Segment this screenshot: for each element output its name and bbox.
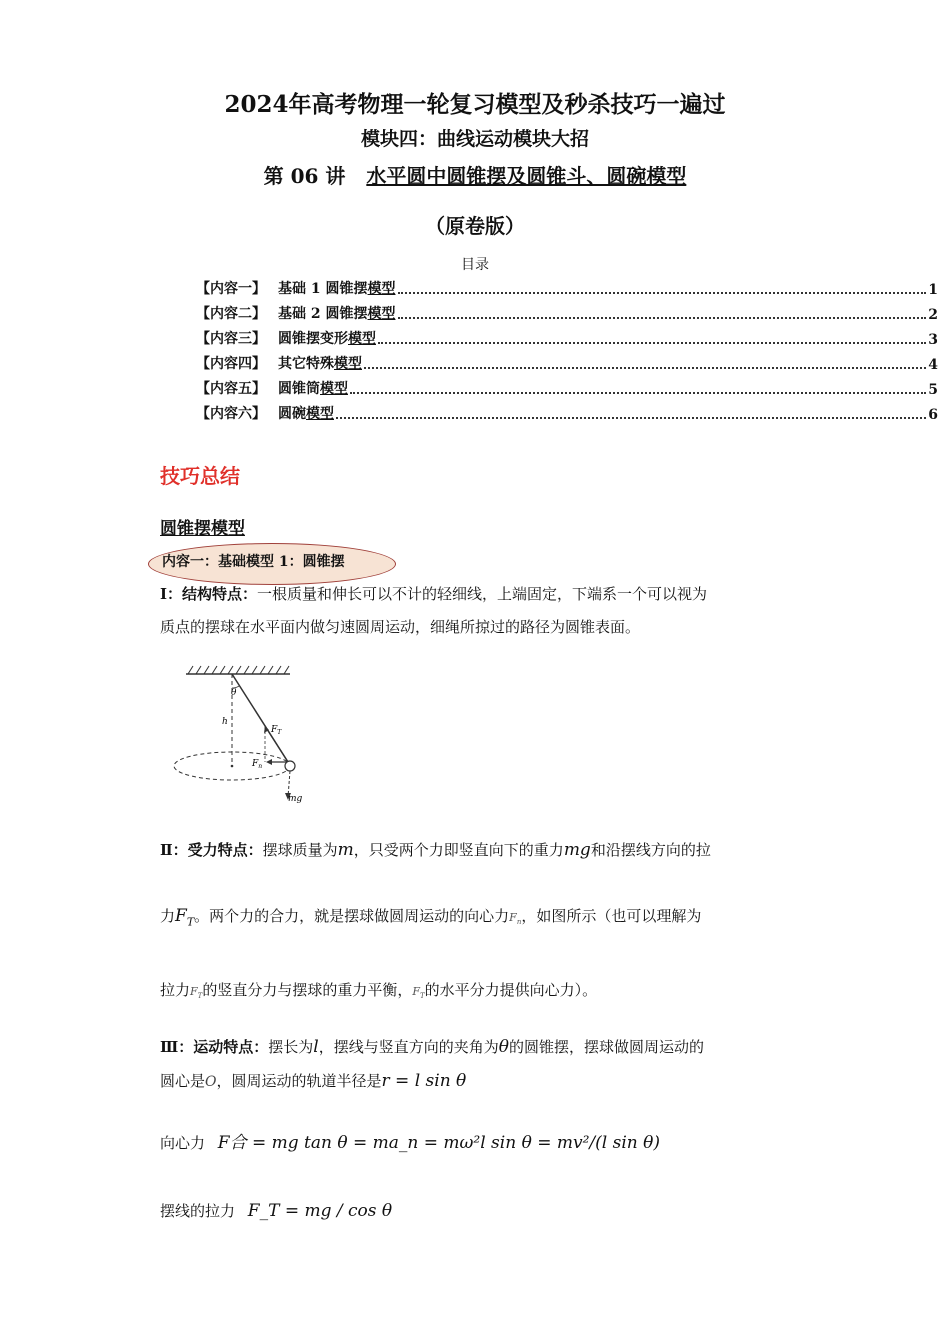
tension-label: $F_T$ <box>271 725 282 736</box>
toc-item-tag: 【内容六】 <box>196 406 266 422</box>
motion-text-2: ，摆线与竖直方向的夹角为 <box>318 1038 499 1056</box>
toc-item[interactable] <box>196 376 938 398</box>
structure-line-2 <box>160 611 792 644</box>
force-paragraph-line-1 <box>160 832 792 868</box>
centripetal-arrowhead <box>266 759 272 765</box>
gravity-symbol: mg <box>563 840 591 860</box>
toc-item[interactable] <box>196 301 938 323</box>
toc-item-page: 5 <box>928 382 938 398</box>
toc-leader-dots <box>398 292 927 294</box>
force-text-1: 摆球质量为 <box>262 841 338 859</box>
toc-title: 目录 <box>461 257 489 273</box>
tension-symbol: $F_T$ <box>175 906 195 929</box>
toc-item-label: 圆锥筒模型 <box>278 381 348 397</box>
force-label: Ⅱ：受力特点： <box>160 841 263 859</box>
motion-line-1 <box>160 1030 792 1064</box>
structure-line-1 <box>160 578 792 611</box>
toc-item-label: 基础 1 圆锥摆模型 <box>278 281 396 297</box>
centripetal-label: $F_n$ <box>252 759 263 770</box>
force-paragraph-line-2 <box>160 898 792 940</box>
force-text-2: ，只受两个力即竖直向下的重力 <box>353 841 564 859</box>
force-text-3: 和沿摆线方向的拉 <box>590 841 711 859</box>
toc-item-label: 基础 2 圆锥摆模型 <box>278 306 396 322</box>
conical-pendulum-diagram <box>168 662 318 812</box>
height-label: h <box>222 717 228 727</box>
force-text-4: 力 <box>160 907 176 925</box>
toc-item-tag: 【内容二】 <box>196 306 266 322</box>
motion-label: Ⅲ：运动特点： <box>160 1038 269 1056</box>
toc-item[interactable] <box>196 401 938 423</box>
force-paragraph-line-3 <box>160 972 792 1014</box>
centripetal-formula: F合 = mg tan θ = ma_n = mω²l sin θ = mv²/(l sin θ) <box>217 1133 660 1153</box>
angle-symbol: θ <box>498 1037 509 1057</box>
toc-leader-dots <box>398 317 927 319</box>
toc-leader-dots <box>350 392 926 394</box>
toc-item-tag: 【内容三】 <box>196 331 266 347</box>
toc-item-page: 1 <box>928 282 938 298</box>
structure-text-2: 质点的摆球在水平面内做匀速圆周运动，细绳所掠过的路径为圆锥表面。 <box>160 618 641 636</box>
highlight-text: 内容一：基础模型 1：圆锥摆 <box>162 554 345 570</box>
structure-label: Ⅰ：结构特点： <box>160 585 258 603</box>
toc-item[interactable] <box>196 276 938 298</box>
toc-item-page: 3 <box>928 332 938 348</box>
gravity-label: mg <box>288 794 303 804</box>
toc-item-tag: 【内容五】 <box>196 381 266 397</box>
tension-formula-label: 摆线的拉力 <box>160 1202 236 1220</box>
force-text-5: 。两个力的合力，就是摆球做圆周运动的向心力 <box>194 907 510 925</box>
version-label: （原卷版） <box>425 214 525 238</box>
document-title: 2024年高考物理一轮复习模型及秒杀技巧一遍过 <box>224 91 726 118</box>
circle-center <box>231 765 234 768</box>
structure-paragraph <box>160 578 792 644</box>
motion-text-3: 的圆锥摆，摆球做圆周运动的 <box>509 1038 705 1056</box>
toc-item-page: 6 <box>928 407 938 423</box>
centripetal-symbol: $F_n$ <box>509 911 522 927</box>
toc-item-label: 圆碗模型 <box>278 406 334 422</box>
centripetal-label: 向心力 <box>160 1134 206 1152</box>
tension-symbol-3: $F_T$ <box>412 985 425 1001</box>
motion-text-1: 摆长为 <box>268 1038 314 1056</box>
force-text-8: 的竖直分力与摆球的重力平衡， <box>202 981 413 999</box>
module-title: 模块四：曲线运动模块大招 <box>360 128 589 150</box>
toc-item-label: 其它特殊模型 <box>278 356 362 372</box>
toc-item-tag: 【内容一】 <box>196 281 266 297</box>
lecture-number: 第 06 讲 <box>263 164 346 188</box>
tension-formula-row <box>160 1200 392 1221</box>
toc-item-page: 4 <box>928 357 938 373</box>
toc-leader-dots <box>336 417 926 419</box>
toc-item-label: 圆锥摆变形模型 <box>278 331 376 347</box>
mass-symbol: m <box>337 840 354 860</box>
motion-line-2 <box>160 1064 792 1099</box>
motion-paragraph <box>160 1030 792 1099</box>
force-text-6: ，如图所示（也可以理解为 <box>521 907 702 925</box>
centripetal-formula-row <box>160 1128 660 1153</box>
radius-formula: r = l sin θ <box>381 1071 467 1091</box>
tension-formula: F_T = mg / cos θ <box>247 1201 393 1221</box>
pendulum-ball <box>285 761 295 771</box>
motion-text-4: 圆心是 <box>160 1072 206 1090</box>
lecture-title <box>0 160 950 189</box>
tension-symbol-2: $F_T$ <box>190 985 203 1001</box>
ceiling-hatch <box>188 666 289 674</box>
toc-item[interactable] <box>196 326 938 348</box>
force-text-7: 拉力 <box>160 981 191 999</box>
section-heading: 技巧总结 <box>160 464 240 488</box>
toc-leader-dots <box>364 367 926 369</box>
center-symbol: O <box>205 1074 217 1090</box>
lecture-topic: 水平圆中圆锥摆及圆锥斗、圆碗模型 <box>366 164 687 188</box>
subsection-heading: 圆锥摆模型 <box>160 519 245 539</box>
theta-label: θ <box>231 688 237 698</box>
force-text-9: 的水平分力提供向心力）。 <box>424 981 598 999</box>
toc-item-tag: 【内容四】 <box>196 356 266 372</box>
toc-item-page: 2 <box>928 307 938 323</box>
toc-item[interactable] <box>196 351 938 373</box>
motion-text-5: ，圆周运动的轨道半径是 <box>216 1072 382 1090</box>
length-symbol: l <box>313 1037 319 1057</box>
structure-text-1: 一根质量和伸长可以不计的轻细线，上端固定，下端系一个可以视为 <box>257 585 708 603</box>
toc-leader-dots <box>378 342 926 344</box>
